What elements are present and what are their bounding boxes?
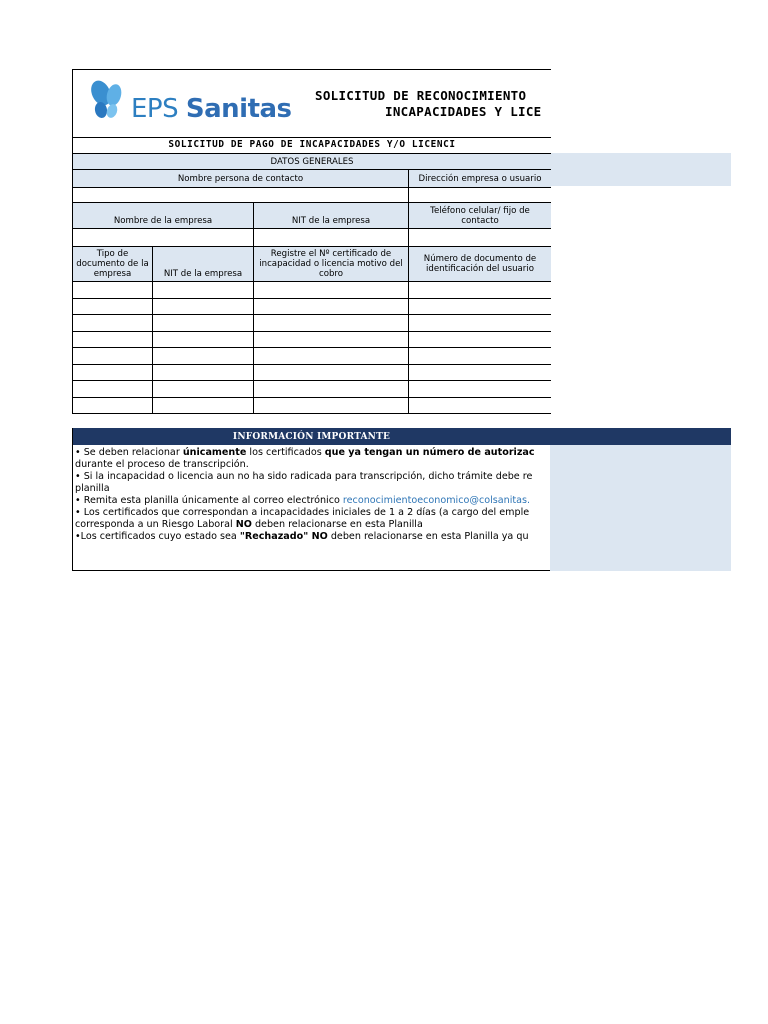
info-line-5: • Remita esta planilla únicamente al correo electrónico reconocimientoeconomico@colsanitas. <box>75 495 531 506</box>
table-cell[interactable] <box>254 398 409 414</box>
form-title-line2: INCAPACIDADES Y LICE <box>385 104 542 119</box>
table-cell[interactable] <box>153 332 254 348</box>
info-line-7: corresponda a un Riesgo Laboral NO deben relacionarse en esta Planilla <box>75 519 423 530</box>
table-cell[interactable] <box>73 299 153 315</box>
table-cell[interactable] <box>73 398 153 414</box>
info-extension-header <box>550 428 731 445</box>
column-header-doc-type: Tipo de documento de la empresa <box>73 247 153 281</box>
logo-sanitas: Sanitas <box>185 94 292 124</box>
important-info-box <box>72 428 550 571</box>
info-line-8: •Los certificados cuyo estado sea "Rechazado" NO deben relacionarse en esta Planilla ya qu <box>75 531 529 542</box>
table-cell[interactable] <box>254 332 409 348</box>
column-header-nit: NIT de la empresa <box>153 247 254 281</box>
table-cell[interactable] <box>409 381 551 397</box>
info-line-1: • Se deben relacionar únicamente los certificados que ya tengan un número de autorizac <box>75 447 535 458</box>
form-title-line1: SOLICITUD DE RECONOCIMIENTO <box>315 88 527 103</box>
form-header <box>73 70 551 138</box>
table-row <box>73 398 551 415</box>
table-cell[interactable] <box>254 315 409 331</box>
info-line-3: • Si la incapacidad o licencia aun no ha sido radicada para transcripción, dicho trámite debe re <box>75 471 533 482</box>
table-cell[interactable] <box>153 365 254 381</box>
table-cell[interactable] <box>254 299 409 315</box>
extension-band-datos <box>550 153 731 186</box>
phone-label: Teléfono celular/ fijo de contacto <box>430 205 530 226</box>
section-title-row <box>73 137 551 154</box>
address-field[interactable] <box>409 188 551 202</box>
table-cell[interactable] <box>73 332 153 348</box>
info-line-2: durante el proceso de transcripción. <box>75 459 249 470</box>
table-row <box>73 381 551 398</box>
section-title: SOLICITUD DE PAGO DE INCAPACIDADES Y/O LICENCI <box>168 139 456 150</box>
logo-eps: EPS <box>131 94 179 124</box>
table-header-row <box>73 247 551 282</box>
table-cell[interactable] <box>254 381 409 397</box>
table-cell[interactable] <box>153 348 254 364</box>
column-header-user-id: Número de documento de identificación del usuario <box>423 254 537 274</box>
table-cell[interactable] <box>409 348 551 364</box>
table-cell[interactable] <box>153 315 254 331</box>
phone-field[interactable] <box>409 229 551 246</box>
table-row <box>73 332 551 349</box>
table-cell[interactable] <box>73 365 153 381</box>
company-name-label: Nombre de la empresa <box>73 203 254 228</box>
table-cell[interactable] <box>409 315 551 331</box>
company-label-row <box>73 203 551 229</box>
table-cell[interactable] <box>254 282 409 298</box>
company-nit-field[interactable] <box>254 229 409 246</box>
table-cell[interactable] <box>73 348 153 364</box>
company-name-field[interactable] <box>73 229 254 246</box>
column-header-certificate: Registre el Nº certificado de incapacidad o licencia motivo del cobro <box>254 247 409 281</box>
table-cell[interactable] <box>73 315 153 331</box>
contact-name-label: Nombre persona de contacto <box>73 170 409 187</box>
info-line-4: planilla <box>75 483 110 494</box>
info-line-6: • Los certificados que correspondan a incapacidades iniciales de 1 a 2 días (a cargo del emple <box>75 507 530 518</box>
table-row <box>73 348 551 365</box>
table-cell[interactable] <box>409 398 551 414</box>
table-cell[interactable] <box>409 299 551 315</box>
logo-text <box>131 94 292 124</box>
table-cell[interactable] <box>409 365 551 381</box>
table-cell[interactable] <box>254 365 409 381</box>
info-extension-band <box>550 428 731 571</box>
eps-sanitas-logo <box>87 74 292 130</box>
table-row <box>73 365 551 382</box>
company-input-row <box>73 229 551 247</box>
request-form <box>72 69 551 414</box>
table-row <box>73 299 551 316</box>
table-cell[interactable] <box>153 282 254 298</box>
table-cell[interactable] <box>153 398 254 414</box>
contact-label-row <box>73 170 551 188</box>
email-link[interactable]: reconocimientoeconomico@colsanitas. <box>342 495 531 506</box>
info-heading: INFORMACIÓN IMPORTANTE <box>73 428 550 445</box>
info-body <box>75 447 550 543</box>
datos-generales-label: DATOS GENERALES <box>270 156 354 167</box>
table-cell[interactable] <box>73 282 153 298</box>
contact-input-row <box>73 188 551 203</box>
table-cell[interactable] <box>409 282 551 298</box>
table-cell[interactable] <box>73 381 153 397</box>
table-row <box>73 315 551 332</box>
datos-generales-row <box>73 154 551 170</box>
address-label: Dirección empresa o usuario <box>418 173 542 184</box>
table-cell[interactable] <box>153 381 254 397</box>
table-cell[interactable] <box>153 299 254 315</box>
company-nit-label: NIT de la empresa <box>254 203 409 228</box>
table-cell[interactable] <box>409 332 551 348</box>
butterfly-icon <box>87 78 131 128</box>
table-row <box>73 282 551 299</box>
contact-name-field[interactable] <box>73 188 409 202</box>
table-cell[interactable] <box>254 348 409 364</box>
